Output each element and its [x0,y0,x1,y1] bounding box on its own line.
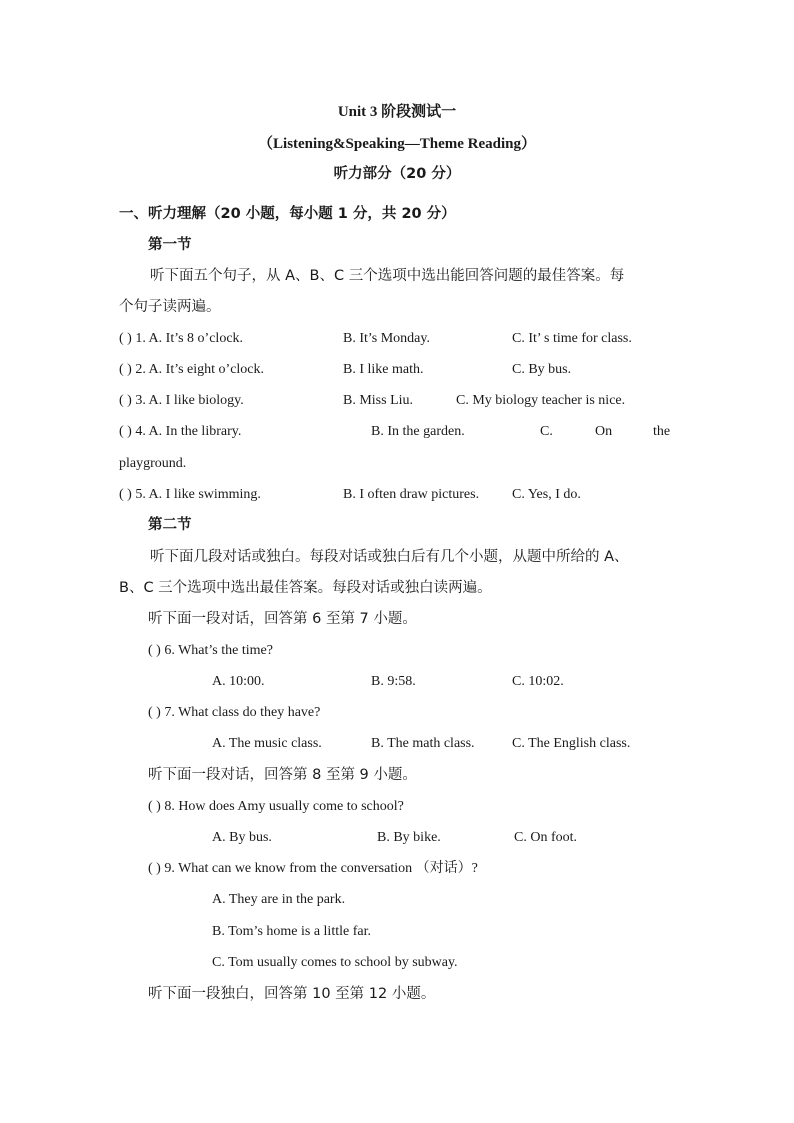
part2-instruction-line2: B、C 三个选项中选出最佳答案。每段对话或独白读两遍。 [119,580,492,596]
part1-instruction-line2: 个句子读两遍。 [119,299,221,315]
question-4-option-c-letter: C. [540,424,553,439]
question-7-option-a: A. The music class. [212,736,322,751]
question-1-option-b: B. It’s Monday. [343,331,430,346]
question-3-option-b: B. Miss Liu. [343,393,414,408]
question-4-option-c-word2: the [653,424,671,439]
question-8-option-c: C. On foot. [514,830,577,845]
question-6-stem: ( ) 6. What’s the time? [148,643,273,658]
question-3-option-c: C. My biology teacher is nice. [456,393,626,408]
group-1-instruction: 听下面一段对话，回答第 6 至第 7 小题。 [148,611,417,627]
question-7-option-b: B. The math class. [371,736,475,751]
question-1-stem: ( ) 1. A. It’s 8 o’clock. [119,331,244,346]
question-9-option-a: A. They are in the park. [212,892,346,907]
question-5-option-b: B. I often draw pictures. [343,487,480,502]
question-3-stem: ( ) 3. A. I like biology. [119,393,244,408]
question-7-stem: ( ) 7. What class do they have? [148,705,321,720]
page-subtitle: （Listening&Speaking—Theme Reading） [258,136,536,152]
question-9-option-b: B. Tom’s home is a little far. [212,924,371,939]
section-heading: 一、听力理解（20 小题，每小题 1 分，共 20 分） [119,206,456,222]
question-2-stem: ( ) 2. A. It’s eight o’clock. [119,362,265,377]
part1-instruction-line1: 听下面五个句子，从 A、B、C 三个选项中选出能回答问题的最佳答案。每 [150,268,625,284]
part1-heading: 第一节 [148,237,192,253]
question-2-option-c: C. By bus. [512,362,572,377]
question-4-stem: ( ) 4. A. In the library. [119,424,242,439]
question-1-option-c: C. It’ s time for class. [512,331,632,346]
question-2-option-b: B. I like math. [343,362,424,377]
question-8-option-b: B. By bike. [377,830,441,845]
group-2-instruction: 听下面一段对话，回答第 8 至第 9 小题。 [148,767,417,783]
question-4-option-b: B. In the garden. [371,424,465,439]
question-9-stem: ( ) 9. What can we know from the conversation （对话）? [148,861,478,876]
part2-instruction-line1: 听下面几段对话或独白。每段对话或独白后有几个小题，从题中所给的 A、 [150,549,629,565]
question-8-stem: ( ) 8. How does Amy usually come to school? [148,799,404,814]
part2-heading: 第二节 [148,517,192,533]
question-8-option-a: A. By bus. [212,830,272,845]
question-4-option-c-word1: On [595,424,613,439]
question-5-option-c: C. Yes, I do. [512,487,581,502]
question-6-option-c: C. 10:02. [512,674,564,689]
question-7-option-c: C. The English class. [512,736,631,751]
part-heading: 听力部分（20 分） [333,166,461,182]
question-4-option-c-continued: playground. [119,456,187,471]
question-6-option-b: B. 9:58. [371,674,416,689]
question-9-option-c: C. Tom usually comes to school by subway. [212,955,458,970]
group-3-instruction: 听下面一段独白，回答第 10 至第 12 小题。 [148,986,436,1002]
question-5-stem: ( ) 5. A. I like swimming. [119,487,261,502]
page-title: Unit 3 阶段测试一 [337,104,457,120]
question-6-option-a: A. 10:00. [212,674,265,689]
